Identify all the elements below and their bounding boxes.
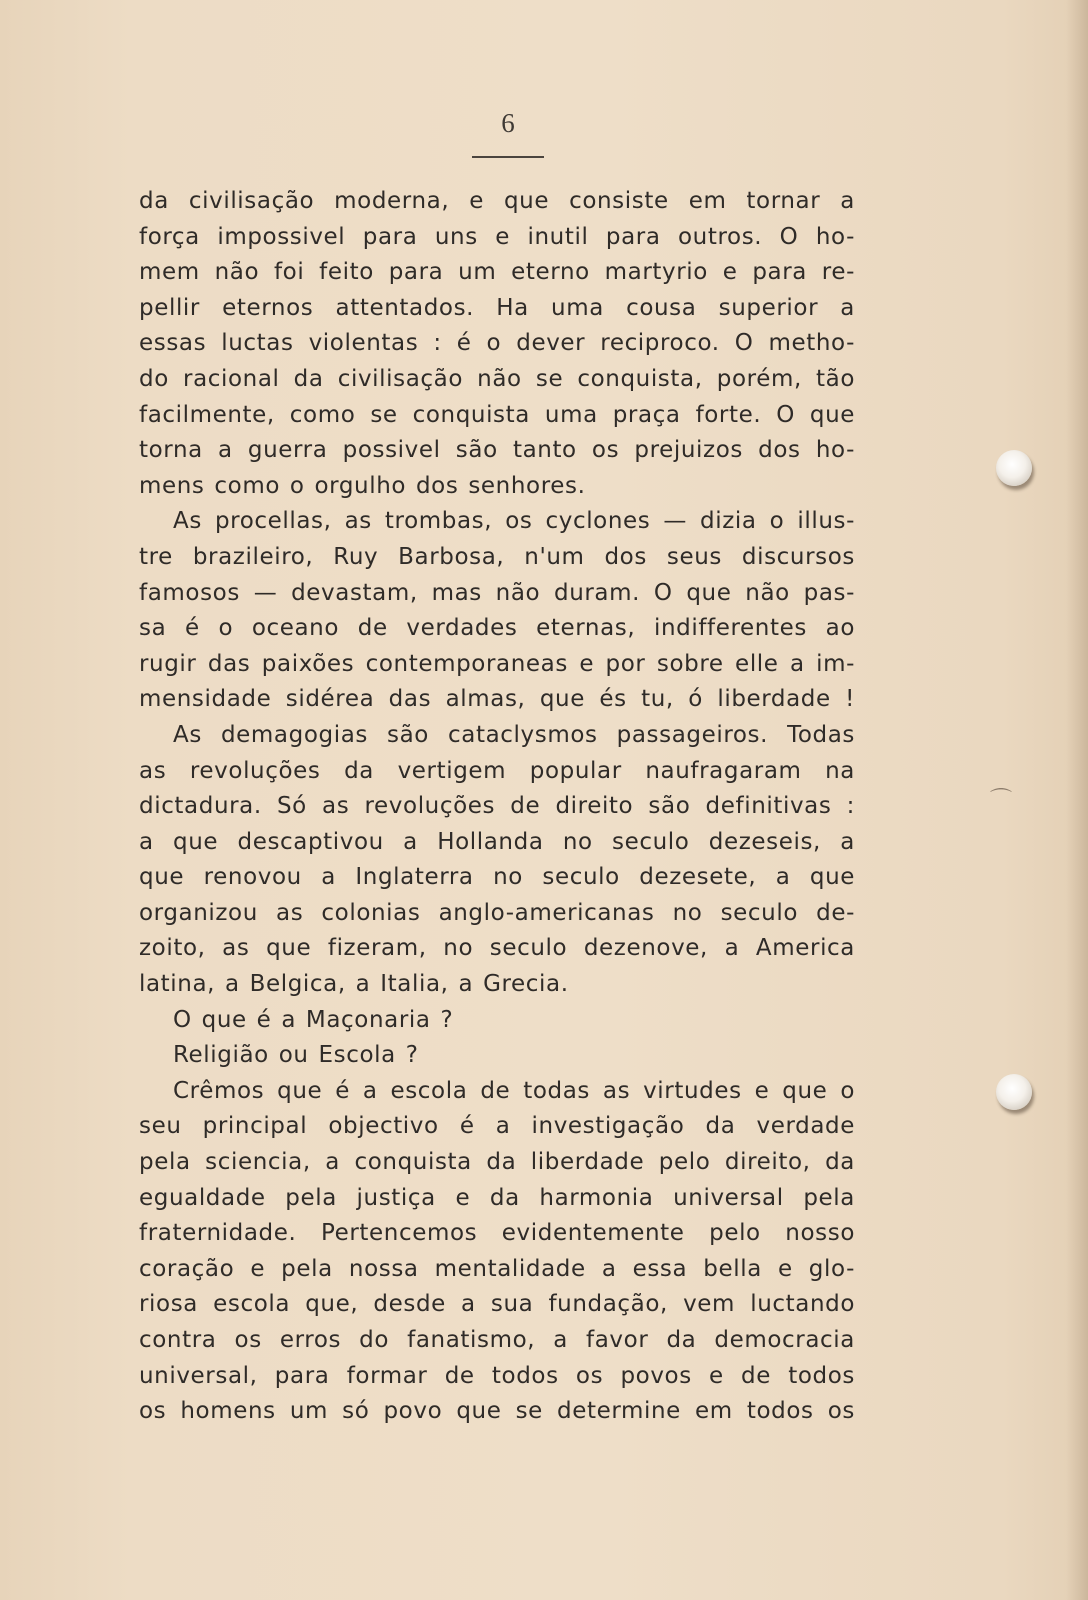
text-line: da civilisação moderna, e que consiste em tornar a xyxy=(139,188,855,214)
text-line: a que descaptivou a Hollanda no seculo dezeseis, a xyxy=(139,828,855,855)
text-line: mens como o orgulho dos senhores. xyxy=(139,472,586,499)
text-line: dictadura. Só as revoluções de direito são definitivas : xyxy=(139,793,855,820)
text-line: latina, a Belgica, a Italia, a Grecia. xyxy=(139,971,569,998)
text-line: universal, para formar de todos os povos e de todos xyxy=(139,1362,855,1389)
text-line: contra os erros do fanatismo, a favor da democracia xyxy=(139,1327,855,1353)
binding-hole-icon xyxy=(996,450,1032,486)
header-rule xyxy=(472,156,544,158)
text-line: as revoluções da vertigem popular naufragaram na xyxy=(139,757,855,784)
text-line: pela sciencia, a conquista da liberdade pelo direito, da xyxy=(139,1149,855,1176)
text-line: organizou as colonias anglo-americanas no seculo de- xyxy=(139,899,855,926)
binding-hole-icon xyxy=(996,1074,1032,1110)
text-line: força impossivel para uns e inutil para outros. O ho- xyxy=(139,223,855,250)
text-line: O que é a Maçonaria ? xyxy=(173,1006,454,1033)
text-line: seu principal objectivo é a investigação da verdade xyxy=(139,1113,855,1140)
text-line: mensidade sidérea das almas, que és tu, ó liberdade ! xyxy=(139,686,855,713)
text-line: que renovou a Inglaterra no seculo dezesete, a que xyxy=(139,864,855,891)
text-line: rugir das paixões contemporaneas e por sobre elle a im- xyxy=(139,650,855,677)
text-line: fraternidade. Pertencemos evidentemente pelo nosso xyxy=(139,1220,855,1247)
page-edge-shadow xyxy=(1066,0,1088,1600)
text-line: facilmente, como se conquista uma praça forte. O que xyxy=(139,401,855,428)
body-text xyxy=(139,184,855,1430)
text-line: Crêmos que é a escola de todas as virtudes e que o xyxy=(173,1077,855,1104)
binding-thread-icon: ⌒ xyxy=(990,788,1013,813)
text-line: sa é o oceano de verdades eternas, indifferentes ao xyxy=(139,615,855,642)
text-line: riosa escola que, desde a sua fundação, vem luctando xyxy=(139,1291,855,1318)
text-line: os homens um só povo que se determine em todos os xyxy=(139,1398,855,1425)
text-line: As demagogias são cataclysmos passageiros. Todas xyxy=(173,721,855,748)
page-number: 6 xyxy=(501,108,515,138)
text-line: famosos — devastam, mas não duram. O que não pas- xyxy=(139,579,855,606)
text-line: Religião ou Escola ? xyxy=(173,1042,419,1069)
text-line: do racional da civilisação não se conquista, porém, tão xyxy=(139,365,855,392)
text-line: egualdade pela justiça e da harmonia universal pela xyxy=(139,1184,855,1211)
text-line: zoito, as que fizeram, no seculo dezenove, a America xyxy=(139,935,855,962)
text-line: coração e pela nossa mentalidade a essa bella e glo- xyxy=(139,1255,855,1282)
text-line: torna a guerra possivel são tanto os prejuizos dos ho- xyxy=(139,437,855,464)
text-line: pellir eternos attentados. Ha uma cousa superior a xyxy=(139,294,855,321)
text-line: mem não foi feito para um eterno martyrio e para re- xyxy=(139,259,855,286)
text-line: essas luctas violentas : é o dever reciproco. O metho- xyxy=(139,330,855,357)
text-line: As procellas, as trombas, os cyclones — dizia o illus- xyxy=(173,508,855,535)
text-line: tre brazileiro, Ruy Barbosa, n'um dos seus discursos xyxy=(139,543,855,570)
